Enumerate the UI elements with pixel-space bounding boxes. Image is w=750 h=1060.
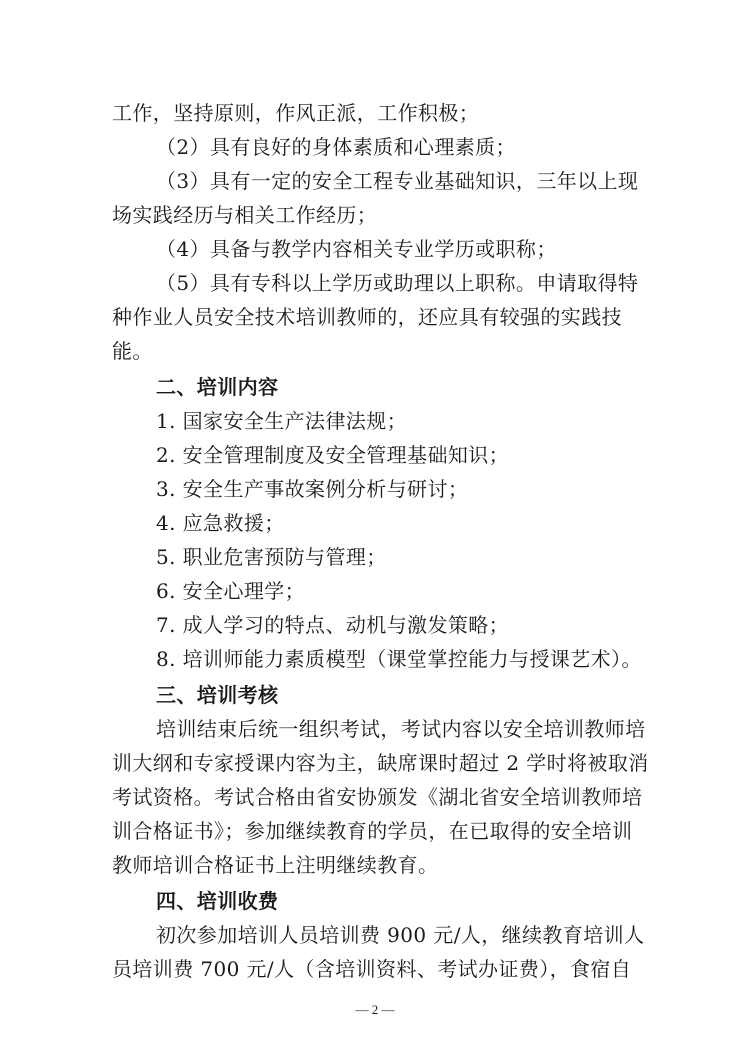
content-item-5: 5. 职业危害预防与管理；	[156, 545, 387, 569]
content-item-1: 1. 国家安全生产法律法规；	[156, 409, 408, 433]
paragraph-line: 培训结束后统一组织考试，考试内容以安全培训教师培	[156, 717, 646, 741]
paragraph-line: 训合格证书》；参加继续教育的学员，在已取得的安全培训	[112, 819, 633, 843]
paragraph-line: 员培训费 700 元/人（含培训资料、考试办证费），食宿自	[112, 957, 632, 981]
document-body	[112, 96, 652, 986]
content-item-3: 3. 安全生产事故案例分析与研讨；	[156, 477, 469, 501]
paragraph-line: 训大纲和专家授课内容为主，缺席课时超过 2 学时将被取消	[112, 751, 649, 775]
requirement-item-3: （3）具有一定的安全工程专业基础知识，三年以上现	[156, 169, 639, 193]
section-heading-training-content: 二、培训内容	[156, 375, 279, 399]
content-item-6: 6. 安全心理学；	[156, 579, 306, 603]
section-heading-training-assessment: 三、培训考核	[156, 683, 279, 707]
content-item-2: 2. 安全管理制度及安全管理基础知识；	[156, 443, 510, 467]
paragraph-line: 种作业人员安全技术培训教师的，还应具有较强的实践技	[112, 305, 622, 329]
paragraph-line: 初次参加培训人员培训费 900 元/人，继续教育培训人	[156, 923, 645, 947]
requirement-item-5: （5）具有专科以上学历或助理以上职称。申请取得特	[156, 271, 639, 295]
paragraph-line: 场实践经历与相关工作经历；	[112, 203, 378, 227]
paragraph-line: 考试资格。考试合格由省安协颁发《湖北省安全培训教师培	[112, 785, 643, 809]
paragraph-line: 工作，坚持原则，作风正派，工作积极；	[112, 101, 480, 125]
content-item-4: 4. 应急救援；	[156, 511, 285, 535]
page-number: — 2 —	[355, 1002, 395, 1017]
paragraph-line: 教师培训合格证书上注明继续教育。	[112, 853, 439, 877]
content-item-7: 7. 成人学习的特点、动机与激发策略；	[156, 613, 510, 637]
requirement-item-4: （4）具备与教学内容相关专业学历或职称；	[156, 237, 557, 261]
content-item-8: 8. 培训师能力素质模型（课堂掌控能力与授课艺术）。	[156, 647, 642, 671]
section-heading-training-fees: 四、培训收费	[156, 889, 279, 913]
paragraph-line: 能。	[112, 339, 153, 363]
requirement-item-2: （2）具有良好的身体素质和心理素质；	[156, 135, 516, 159]
